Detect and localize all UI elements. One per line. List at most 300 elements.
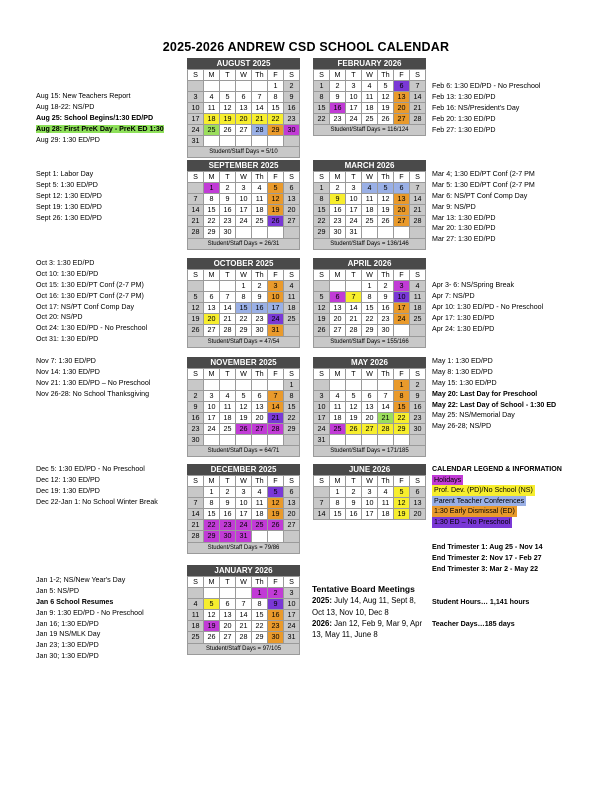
weekday-header: M	[204, 476, 220, 487]
day-cell: 28	[220, 325, 236, 336]
weekday-header: M	[330, 172, 346, 183]
note: Feb 20: 1:30 ED/PD	[432, 114, 496, 123]
day-cell: 11	[252, 194, 268, 205]
legend-prof-dev: Prof. Dev. (PD)/No School (NS)	[434, 486, 533, 495]
day-cell: 26	[236, 424, 252, 435]
day-cell	[394, 227, 410, 238]
month-header: AUGUST 2025	[187, 58, 300, 69]
day-cell: 17	[268, 303, 284, 314]
day-cell: 6	[236, 92, 252, 103]
day-cell: 3	[362, 487, 378, 498]
day-cell: 12	[378, 92, 394, 103]
day-cell: 16	[252, 303, 268, 314]
weekday-header: S	[188, 270, 204, 281]
day-cell: 10	[268, 292, 284, 303]
weekday-header: S	[188, 172, 204, 183]
day-cell: 1	[394, 380, 410, 391]
day-cell	[204, 588, 220, 599]
day-cell: 18	[362, 205, 378, 216]
day-cell: 30	[220, 531, 236, 542]
day-cell: 24	[236, 520, 252, 531]
weekday-header: F	[268, 172, 284, 183]
day-cell: 6	[330, 292, 346, 303]
day-cell: 19	[314, 314, 330, 325]
day-cell: 5	[378, 81, 394, 92]
note: Oct 16: 1:30 ED/PT Conf (2-7 PM)	[36, 291, 144, 300]
day-cell: 24	[284, 621, 300, 632]
day-cell: 16	[220, 509, 236, 520]
day-cell: 31	[188, 136, 204, 147]
weekday-header: Th	[252, 172, 268, 183]
day-cell: 6	[204, 292, 220, 303]
weekday-header: T	[346, 369, 362, 380]
weekday-header: Th	[252, 270, 268, 281]
day-cell: 3	[284, 588, 300, 599]
day-cell: 14	[188, 509, 204, 520]
day-cell: 24	[394, 314, 410, 325]
note: Jan 1-2; NS/New Year's Day	[36, 576, 126, 584]
note: Aug 25: School Begins/1:30 ED/PD	[36, 113, 154, 122]
day-cell: 12	[346, 402, 362, 413]
day-cell	[204, 380, 220, 391]
weekday-header: S	[284, 577, 300, 588]
day-cell: 11	[204, 103, 220, 114]
weekday-header: S	[410, 369, 426, 380]
day-cell	[236, 435, 252, 446]
day-cell: 13	[362, 402, 378, 413]
day-cell: 18	[252, 205, 268, 216]
day-cell: 15	[268, 103, 284, 114]
day-cell: 7	[378, 391, 394, 402]
day-cell: 15	[284, 402, 300, 413]
day-cell: 13	[284, 498, 300, 509]
day-cell: 18	[204, 114, 220, 125]
day-cell: 2	[252, 281, 268, 292]
day-cell: 27	[284, 520, 300, 531]
day-cell: 17	[236, 205, 252, 216]
weekday-header: Th	[378, 70, 394, 81]
day-cell: 31	[284, 632, 300, 643]
day-cell	[268, 227, 284, 238]
day-cell	[284, 325, 300, 336]
day-cell: 20	[330, 314, 346, 325]
day-cell: 20	[410, 509, 426, 520]
note-highlight: Aug 28: First PreK Day - PreK ED 1:30	[36, 124, 164, 133]
day-cell: 3	[346, 81, 362, 92]
weekday-header: Th	[378, 369, 394, 380]
day-cell: 19	[220, 114, 236, 125]
day-cell: 25	[220, 424, 236, 435]
day-cell	[252, 380, 268, 391]
day-cell: 3	[314, 391, 330, 402]
day-cell: 12	[394, 498, 410, 509]
day-cell: 12	[220, 103, 236, 114]
day-cell	[314, 281, 330, 292]
day-cell: 25	[362, 114, 378, 125]
note: Mar 6: NS/PT Conf Comp Day	[432, 191, 528, 200]
day-cell: 4	[204, 92, 220, 103]
day-cell	[268, 136, 284, 147]
day-cell: 27	[394, 114, 410, 125]
day-cell: 4	[378, 487, 394, 498]
note: Aug 29: 1:30 ED/PD	[36, 135, 100, 144]
day-cell: 10	[236, 498, 252, 509]
day-cell: 15	[394, 402, 410, 413]
day-cell	[378, 227, 394, 238]
day-cell: 13	[394, 194, 410, 205]
board-dates-2026: Jan 12, Feb 9, Mar 9, Apr 13, May 11, June 8	[312, 618, 423, 640]
day-cell	[204, 136, 220, 147]
day-cell: 21	[236, 621, 252, 632]
note: Oct 20: NS/PD	[36, 313, 83, 322]
day-cell: 25	[410, 314, 426, 325]
month-header: APRIL 2026	[313, 258, 426, 269]
weekday-header: S	[188, 369, 204, 380]
day-cell: 19	[204, 621, 220, 632]
day-cell: 29	[314, 227, 330, 238]
day-cell: 3	[204, 391, 220, 402]
day-cell: 8	[284, 391, 300, 402]
day-cell: 6	[394, 81, 410, 92]
day-cell: 23	[410, 413, 426, 424]
day-cell: 28	[410, 114, 426, 125]
board-2026	[312, 618, 430, 641]
day-cell: 6	[394, 183, 410, 194]
weekday-header: S	[410, 476, 426, 487]
weekday-header: F	[268, 476, 284, 487]
day-cell: 13	[330, 303, 346, 314]
day-cell: 2	[220, 183, 236, 194]
day-cell: 21	[378, 413, 394, 424]
day-cell: 5	[268, 487, 284, 498]
day-cell: 10	[236, 194, 252, 205]
weekday-header: M	[204, 70, 220, 81]
note: Feb 27: 1:30 ED/PD	[432, 125, 496, 134]
board-2025	[312, 595, 430, 618]
note: May 26-28; NS/PD	[432, 422, 492, 431]
weekday-header: S	[284, 270, 300, 281]
weekday-header: M	[204, 577, 220, 588]
day-cell: 15	[330, 509, 346, 520]
day-cell: 13	[204, 303, 220, 314]
day-cell: 25	[204, 125, 220, 136]
day-cell: 6	[252, 391, 268, 402]
day-cell: 3	[268, 281, 284, 292]
notes-may	[432, 356, 556, 432]
day-cell	[236, 588, 252, 599]
weekday-header: W	[236, 476, 252, 487]
day-cell: 17	[346, 205, 362, 216]
day-cell: 29	[394, 424, 410, 435]
day-cell: 19	[268, 205, 284, 216]
note: Jan 5: NS/PD	[36, 586, 79, 595]
day-cell: 2	[268, 588, 284, 599]
weekday-header: W	[362, 172, 378, 183]
weekday-header: M	[204, 270, 220, 281]
day-cell: 21	[268, 413, 284, 424]
calendar-december-2025	[187, 464, 300, 554]
day-cell: 22	[252, 621, 268, 632]
weekday-header: F	[394, 70, 410, 81]
weekday-header: T	[220, 577, 236, 588]
weekday-header: S	[314, 476, 330, 487]
weekday-header: T	[220, 476, 236, 487]
day-cell: 20	[284, 205, 300, 216]
day-cell: 25	[284, 314, 300, 325]
calendar-november-2025	[187, 357, 300, 457]
note: Jan 9: 1:30 ED/PD - No Preschool	[36, 608, 144, 617]
note: Oct 3: 1:30 ED/PD	[36, 259, 95, 267]
day-cell: 17	[394, 303, 410, 314]
day-cell: 6	[220, 599, 236, 610]
note: Dec 19: 1:30 ED/PD	[36, 486, 100, 495]
day-cell: 28	[410, 216, 426, 227]
day-cell: 4	[330, 391, 346, 402]
day-cell: 9	[188, 402, 204, 413]
day-cell: 9	[220, 194, 236, 205]
note: Sept 5: 1:30 ED/PD	[36, 180, 98, 189]
weekday-header: W	[362, 476, 378, 487]
day-cell: 27	[252, 424, 268, 435]
weekday-header: S	[314, 270, 330, 281]
weekday-header: F	[268, 70, 284, 81]
day-cell: 30	[252, 325, 268, 336]
day-cell: 14	[236, 610, 252, 621]
day-cell: 6	[410, 487, 426, 498]
day-cell: 12	[378, 194, 394, 205]
day-cell: 29	[236, 325, 252, 336]
day-cell: 7	[252, 92, 268, 103]
trimester-2: End Trimester 2: Nov 17 - Feb 27	[432, 554, 542, 563]
day-cell: 29	[268, 125, 284, 136]
day-cell: 5	[346, 391, 362, 402]
day-cell	[252, 136, 268, 147]
weekday-header: W	[236, 577, 252, 588]
weekday-header: T	[220, 70, 236, 81]
day-cell: 26	[378, 114, 394, 125]
day-cell	[188, 588, 204, 599]
day-cell: 2	[188, 391, 204, 402]
month-header: OCTOBER 2025	[187, 258, 300, 269]
board-title: Tentative Board Meetings	[312, 584, 415, 594]
weekday-header: S	[188, 577, 204, 588]
weekday-header: Th	[252, 70, 268, 81]
day-cell: 26	[268, 216, 284, 227]
day-cell: 17	[314, 413, 330, 424]
day-cell: 27	[220, 632, 236, 643]
day-cell	[252, 227, 268, 238]
day-cell: 31	[236, 531, 252, 542]
day-cell	[378, 380, 394, 391]
day-cell: 11	[378, 498, 394, 509]
day-cell	[220, 81, 236, 92]
student-hours: Student Hours… 1,141 hours	[432, 598, 530, 606]
day-cell: 28	[188, 531, 204, 542]
day-cell: 14	[410, 194, 426, 205]
weekday-header: F	[394, 369, 410, 380]
day-cell: 27	[394, 216, 410, 227]
day-cell: 1	[314, 81, 330, 92]
day-cell: 13	[284, 194, 300, 205]
day-cell: 5	[394, 487, 410, 498]
day-cell: 20	[204, 314, 220, 325]
day-cell: 8	[204, 194, 220, 205]
day-cell: 30	[410, 424, 426, 435]
weekday-header: S	[284, 369, 300, 380]
weekday-header: S	[284, 70, 300, 81]
day-cell: 5	[204, 599, 220, 610]
day-cell: 11	[284, 292, 300, 303]
month-header: MAY 2026	[313, 357, 426, 368]
weekday-header: S	[410, 70, 426, 81]
note: Sept 1: Labor Day	[36, 170, 94, 178]
day-cell: 27	[330, 325, 346, 336]
day-cell: 4	[362, 81, 378, 92]
day-cell: 14	[220, 303, 236, 314]
day-cell: 12	[188, 303, 204, 314]
notes-december	[36, 464, 158, 508]
day-cell	[188, 183, 204, 194]
note: Apr 3- 6: NS/Spring Break	[432, 281, 515, 289]
weekday-header: M	[330, 270, 346, 281]
note: Oct 31: 1:30 ED/PD	[36, 335, 99, 344]
day-cell: 22	[204, 216, 220, 227]
note: Apr 24: 1:30 ED/PD	[432, 324, 495, 333]
day-cell: 13	[252, 402, 268, 413]
day-cell: 14	[378, 402, 394, 413]
day-cell: 13	[410, 498, 426, 509]
day-cell: 18	[284, 303, 300, 314]
note: May 15: 1:30 ED/PD	[432, 378, 497, 387]
note: Dec 12: 1:30 ED/PD	[36, 475, 100, 484]
month-header: MARCH 2026	[313, 160, 426, 171]
day-cell: 14	[268, 402, 284, 413]
day-cell: 30	[378, 325, 394, 336]
day-cell: 16	[346, 509, 362, 520]
day-cell: 20	[284, 509, 300, 520]
weekday-header: S	[410, 172, 426, 183]
weekday-header: M	[330, 70, 346, 81]
day-cell	[220, 281, 236, 292]
day-cell: 10	[346, 92, 362, 103]
day-cell: 1	[236, 281, 252, 292]
weekday-header: T	[346, 476, 362, 487]
trimester-1: End Trimester 1: Aug 25 - Nov 14	[432, 543, 543, 551]
day-cell: 10	[284, 599, 300, 610]
day-cell: 21	[346, 314, 362, 325]
weekday-header: T	[220, 172, 236, 183]
day-cell: 4	[362, 183, 378, 194]
day-cell: 29	[362, 325, 378, 336]
day-cell	[204, 81, 220, 92]
legend-early-dismissal: 1:30 Early Dismissal (ED)	[434, 507, 515, 516]
legend-holidays: Holidays	[434, 475, 462, 484]
day-cell: 19	[268, 509, 284, 520]
day-cell: 19	[236, 413, 252, 424]
note: May 25: NS/Memorial Day	[432, 411, 515, 420]
weekday-header: T	[346, 70, 362, 81]
day-cell: 14	[314, 509, 330, 520]
note: Nov 26-28: No School Thanksgiving	[36, 389, 150, 398]
weekday-header: W	[236, 270, 252, 281]
student-staff-days: Student/Staff Days = 79/86	[187, 543, 300, 554]
day-cell: 4	[252, 487, 268, 498]
weekday-header: W	[236, 172, 252, 183]
student-staff-days: Student/Staff Days = 47/54	[187, 337, 300, 348]
day-cell: 24	[314, 424, 330, 435]
day-cell	[188, 487, 204, 498]
note: Sept 26: 1:30 ED/PD	[36, 213, 102, 222]
day-cell: 6	[284, 487, 300, 498]
note: Mar 13: 1:30 ED/PD	[432, 213, 496, 222]
day-cell	[220, 380, 236, 391]
weekday-header: F	[394, 270, 410, 281]
day-cell: 17	[204, 413, 220, 424]
student-staff-days: Student/Staff Days = 26/31	[187, 239, 300, 250]
day-cell: 12	[314, 303, 330, 314]
day-cell: 8	[362, 292, 378, 303]
weekday-header: Th	[378, 270, 394, 281]
weekday-header: T	[220, 369, 236, 380]
day-cell: 2	[378, 281, 394, 292]
weekday-header: F	[268, 577, 284, 588]
day-cell: 18	[252, 509, 268, 520]
day-cell: 11	[188, 610, 204, 621]
calendar-march-2026	[313, 160, 426, 250]
student-staff-days: Student/Staff Days = 116/124	[313, 125, 426, 136]
weekday-header: S	[284, 476, 300, 487]
note: May 8: 1:30 ED/PD	[432, 367, 493, 376]
note: Oct 10: 1:30 ED/PD	[36, 269, 99, 278]
day-cell: 1	[204, 487, 220, 498]
day-cell: 8	[252, 599, 268, 610]
day-cell	[330, 435, 346, 446]
day-cell: 26	[204, 632, 220, 643]
month-header: DECEMBER 2025	[187, 464, 300, 475]
day-cell: 28	[252, 125, 268, 136]
legend-no-preschool: 1:30 ED – No Preschool	[434, 517, 511, 526]
day-cell: 5	[188, 292, 204, 303]
month-header: JUNE 2026	[313, 464, 426, 475]
day-cell: 29	[204, 531, 220, 542]
day-cell: 27	[362, 424, 378, 435]
day-cell: 28	[346, 325, 362, 336]
day-cell	[284, 531, 300, 542]
note: Dec 22-Jan 1: No School Winter Break	[36, 497, 158, 506]
day-cell: 7	[188, 498, 204, 509]
weekday-header: Th	[252, 476, 268, 487]
day-cell: 25	[362, 216, 378, 227]
note: Mar 20: 1:30 ED/PD	[432, 224, 496, 233]
day-cell: 11	[410, 292, 426, 303]
day-cell: 18	[378, 509, 394, 520]
notes-august	[36, 91, 164, 145]
weekday-header: S	[314, 70, 330, 81]
day-cell: 5	[314, 292, 330, 303]
day-cell: 2	[410, 380, 426, 391]
day-cell	[362, 435, 378, 446]
day-cell: 17	[188, 114, 204, 125]
teacher-days: Teacher Days…185 days	[432, 620, 515, 628]
day-cell: 18	[410, 303, 426, 314]
day-cell	[314, 487, 330, 498]
day-cell: 26	[188, 325, 204, 336]
weekday-header: S	[284, 172, 300, 183]
day-cell: 21	[410, 205, 426, 216]
day-cell: 16	[188, 413, 204, 424]
day-cell: 22	[362, 314, 378, 325]
weekday-header: W	[236, 369, 252, 380]
